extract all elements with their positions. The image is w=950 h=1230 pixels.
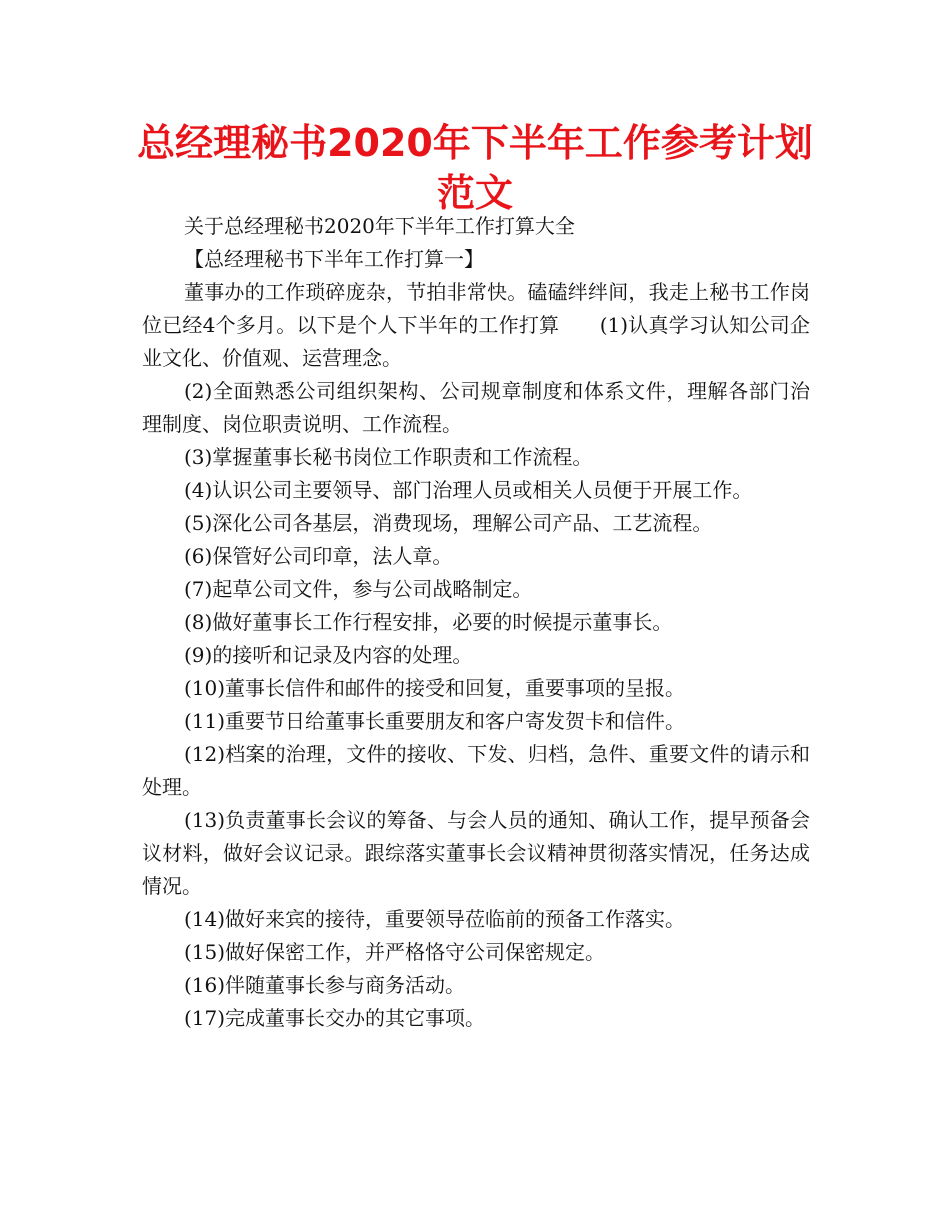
document-title: 总经理秘书2020年下半年工作参考计划范文 [137,121,813,215]
paragraph-intro: 关于总经理秘书2020年下半年工作打算大全 [184,214,575,238]
paragraph: (16)伴随董事长参与商务活动。 [184,973,466,997]
paragraph-section-heading: 【总经理秘书下半年工作打算一】 [184,247,484,271]
paragraph: (15)做好保密工作，并严格恪守公司保密规定。 [184,940,606,964]
paragraph: (8)做好董事长工作行程安排，必要的时候提示董事长。 [184,610,673,634]
paragraph: (13)负责董事长会议的筹备、与会人员的通知、确认工作，提早预备会议材料，做好会议记录。跟综落实董事长会议精神贯彻落实情况，任务达成情况。 [142,808,810,898]
paragraph: (17)完成董事长交办的其它事项。 [184,1006,486,1030]
paragraph: (14)做好来宾的接待，重要领导莅临前的预备工作落实。 [184,907,686,931]
paragraph: (7)起草公司文件，参与公司战略制定。 [184,577,533,601]
document-body [142,210,810,1035]
paragraph: (10)董事长信件和邮件的接受和回复，重要事项的呈报。 [184,676,686,700]
paragraph: (12)档案的治理，文件的接收、下发、归档，急件、重要文件的请示和处理。 [142,742,810,799]
paragraph: (9)的接听和记录及内容的处理。 [184,643,473,667]
paragraph: (5)深化公司各基层，消费现场，理解公司产品、工艺流程。 [184,511,713,535]
paragraph: (2)全面熟悉公司组织架构、公司规章制度和体系文件，理解各部门治理制度、岗位职责说明、工作流程。 [142,379,810,436]
paragraph: 董事办的工作琐碎庞杂，节拍非常快。磕磕绊绊间，我走上秘书工作岗位已经4个多月。以下是个人下半年的工作打算 (1)认真学习认知公司企业文化、价值观、运营理念。 [142,280,810,370]
paragraph: (11)重要节日给董事长重要朋友和客户寄发贺卡和信件。 [184,709,686,733]
paragraph: (3)掌握董事长秘书岗位工作职责和工作流程。 [184,445,593,469]
paragraph: (6)保管好公司印章，法人章。 [184,544,453,568]
paragraph: (4)认识公司主要领导、部门治理人员或相关人员便于开展工作。 [184,478,753,502]
